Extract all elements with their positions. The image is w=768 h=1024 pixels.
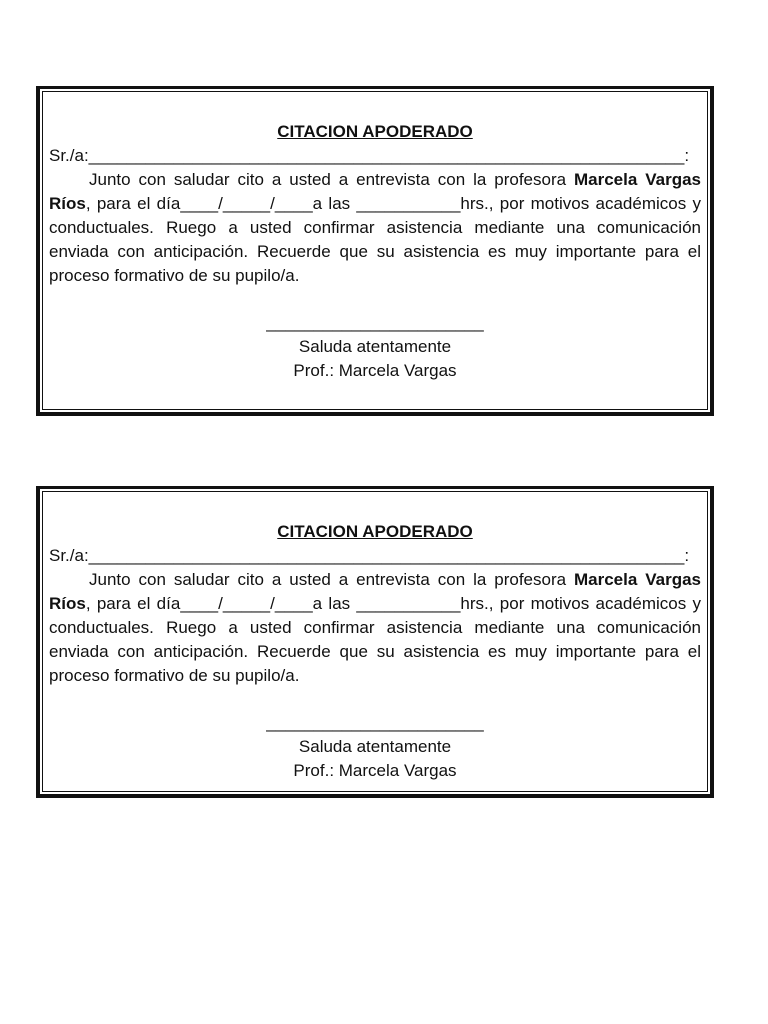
citation-body — [49, 568, 701, 688]
citation-title: CITACION APODERADO — [277, 522, 473, 541]
citation-card — [36, 86, 714, 416]
signer-name: Prof.: Marcela Vargas — [293, 761, 457, 780]
signature-line: _______________________ — [266, 713, 484, 732]
closing-text: Saluda atentamente — [298, 337, 452, 356]
teacher-name: Marcela Vargas Ríos — [49, 570, 701, 613]
closing-text: Saluda atentamente — [298, 737, 452, 756]
teacher-name: Marcela Vargas Ríos — [49, 170, 701, 213]
citation-title: CITACION APODERADO — [277, 122, 473, 141]
signature-block — [49, 711, 701, 783]
citation-card-inner — [42, 491, 708, 792]
recipient-line: Sr./a:_______________________________________________________________: — [49, 546, 690, 565]
body-prefix: Junto con saludar cito a usted a entrevista con la profesora — [89, 170, 574, 189]
recipient-line: Sr./a:_______________________________________________________________: — [49, 146, 690, 165]
body-suffix: , para el día____/_____/____a las ___________hrs., por motivos académicos y conductuales. Ruego a usted confirmar asistencia mediante una comunicación enviada con anticipación. Recuerde que su asistencia es muy importante para el proceso formativo de su pupilo/a. — [49, 194, 701, 285]
body-prefix: Junto con saludar cito a usted a entrevista con la profesora — [89, 570, 574, 589]
signature-block — [49, 311, 701, 383]
citation-card — [36, 486, 714, 798]
citation-body — [49, 168, 701, 288]
signer-name: Prof.: Marcela Vargas — [293, 361, 457, 380]
citation-card-inner — [42, 91, 708, 410]
body-suffix: , para el día____/_____/____a las ___________hrs., por motivos académicos y conductuales. Ruego a usted confirmar asistencia mediante una comunicación enviada con anticipación. Recuerde que su asistencia es muy importante para el proceso formativo de su pupilo/a. — [49, 594, 701, 685]
signature-line: _______________________ — [266, 313, 484, 332]
